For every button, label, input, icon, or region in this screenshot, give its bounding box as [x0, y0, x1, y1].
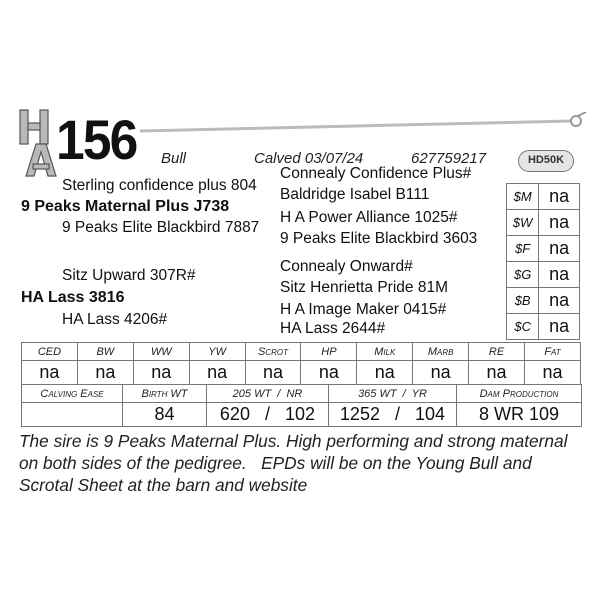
rope-line [140, 112, 590, 138]
index-label: $C [507, 314, 539, 340]
epd-value: na [189, 361, 245, 385]
performance-label-row [22, 385, 582, 403]
wt365-label: 365 WT / YR [329, 385, 457, 403]
epd-value: na [525, 361, 581, 385]
index-table [506, 183, 580, 340]
epd-label: RE [469, 343, 525, 361]
epd-label: Scrot [245, 343, 301, 361]
performance-table [21, 384, 582, 427]
registration-number: 627759217 [411, 150, 487, 167]
description: The sire is 9 Peaks Maternal Plus. High performing and strong maternal on both sides of the pedigree. EPDs will be on the Young Bull and Scrotal Sheet at the barn and website [19, 431, 573, 495]
index-value: na [539, 262, 580, 288]
birth-wt-value: 84 [123, 403, 207, 427]
sire-name: 9 Peaks Maternal Plus J738 [21, 198, 230, 215]
dam-sire: Sitz Upward 307R# [62, 267, 196, 284]
calving-ease-value [22, 403, 123, 427]
epd-value: na [357, 361, 413, 385]
hd50k-badge [518, 150, 574, 172]
epd-label: CED [22, 343, 78, 361]
epd-label: BW [77, 343, 133, 361]
index-label: $W [507, 210, 539, 236]
index-label: $M [507, 184, 539, 210]
epd-value: na [22, 361, 78, 385]
index-row [507, 262, 580, 288]
pedigree-right-2: H A Power Alliance 1025# [280, 209, 458, 226]
performance-value-row [22, 403, 582, 427]
pedigree-right-0: Connealy Confidence Plus# [280, 165, 472, 182]
wt205-slash: / [264, 404, 270, 424]
birth-wt-label: Birth WT [123, 385, 207, 403]
index-value: na [539, 288, 580, 314]
sire-dam: 9 Peaks Elite Blackbird 7887 [62, 219, 260, 236]
wt365-ratio: 104 [415, 404, 446, 424]
epd-value: na [77, 361, 133, 385]
dam-name: HA Lass 3816 [21, 289, 125, 306]
epd-value: na [301, 361, 357, 385]
calving-ease-label: Calving Ease [22, 385, 123, 403]
epd-label: YW [189, 343, 245, 361]
index-row [507, 184, 580, 210]
epd-value: na [245, 361, 301, 385]
epd-value-row [22, 361, 581, 385]
wt205-label: 205 WT / NR [207, 385, 329, 403]
sire-sire: Sterling confidence plus 804 [62, 177, 257, 194]
epd-value: na [469, 361, 525, 385]
wt365-weight: 1252 [339, 404, 380, 424]
epd-label-row [22, 343, 581, 361]
wt365-value [329, 403, 457, 427]
wt205-value [207, 403, 329, 427]
pedigree-right-6: H A Image Maker 0415# [280, 301, 447, 318]
pedigree-right-4: Connealy Onward# [280, 258, 413, 275]
pedigree-right-7: HA Lass 2644# [280, 320, 386, 337]
lot-number: 156 [56, 108, 137, 171]
index-label: $B [507, 288, 539, 314]
dam-production-value: 8 WR 109 [457, 403, 582, 427]
calved-date: Calved 03/07/24 [254, 150, 364, 167]
hd50k-badge-text: HD50K [527, 154, 565, 166]
index-label: $G [507, 262, 539, 288]
index-row [507, 236, 580, 262]
epd-table [21, 342, 581, 385]
index-value: na [539, 314, 580, 340]
dam-dam: HA Lass 4206# [62, 311, 168, 328]
dam-production-label: Dam Production [457, 385, 582, 403]
wt205-weight: 620 [219, 404, 250, 424]
epd-label: HP [301, 343, 357, 361]
index-label: $F [507, 236, 539, 262]
wt365-slash: / [394, 404, 400, 424]
index-row [507, 314, 580, 340]
epd-label: Fat [525, 343, 581, 361]
sex-label: Bull [161, 150, 187, 167]
pedigree-right-5: Sitz Henrietta Pride 81M [280, 279, 448, 296]
epd-label: WW [133, 343, 189, 361]
index-value: na [539, 236, 580, 262]
index-row [507, 210, 580, 236]
epd-value: na [133, 361, 189, 385]
pedigree-right-3: 9 Peaks Elite Blackbird 3603 [280, 230, 478, 247]
index-value: na [539, 210, 580, 236]
index-row [507, 288, 580, 314]
index-value: na [539, 184, 580, 210]
wt205-ratio: 102 [285, 404, 316, 424]
epd-label: Milk [357, 343, 413, 361]
pedigree-right-1: Baldridge Isabel B111 [280, 186, 430, 203]
epd-value: na [413, 361, 469, 385]
epd-label: Marb [413, 343, 469, 361]
